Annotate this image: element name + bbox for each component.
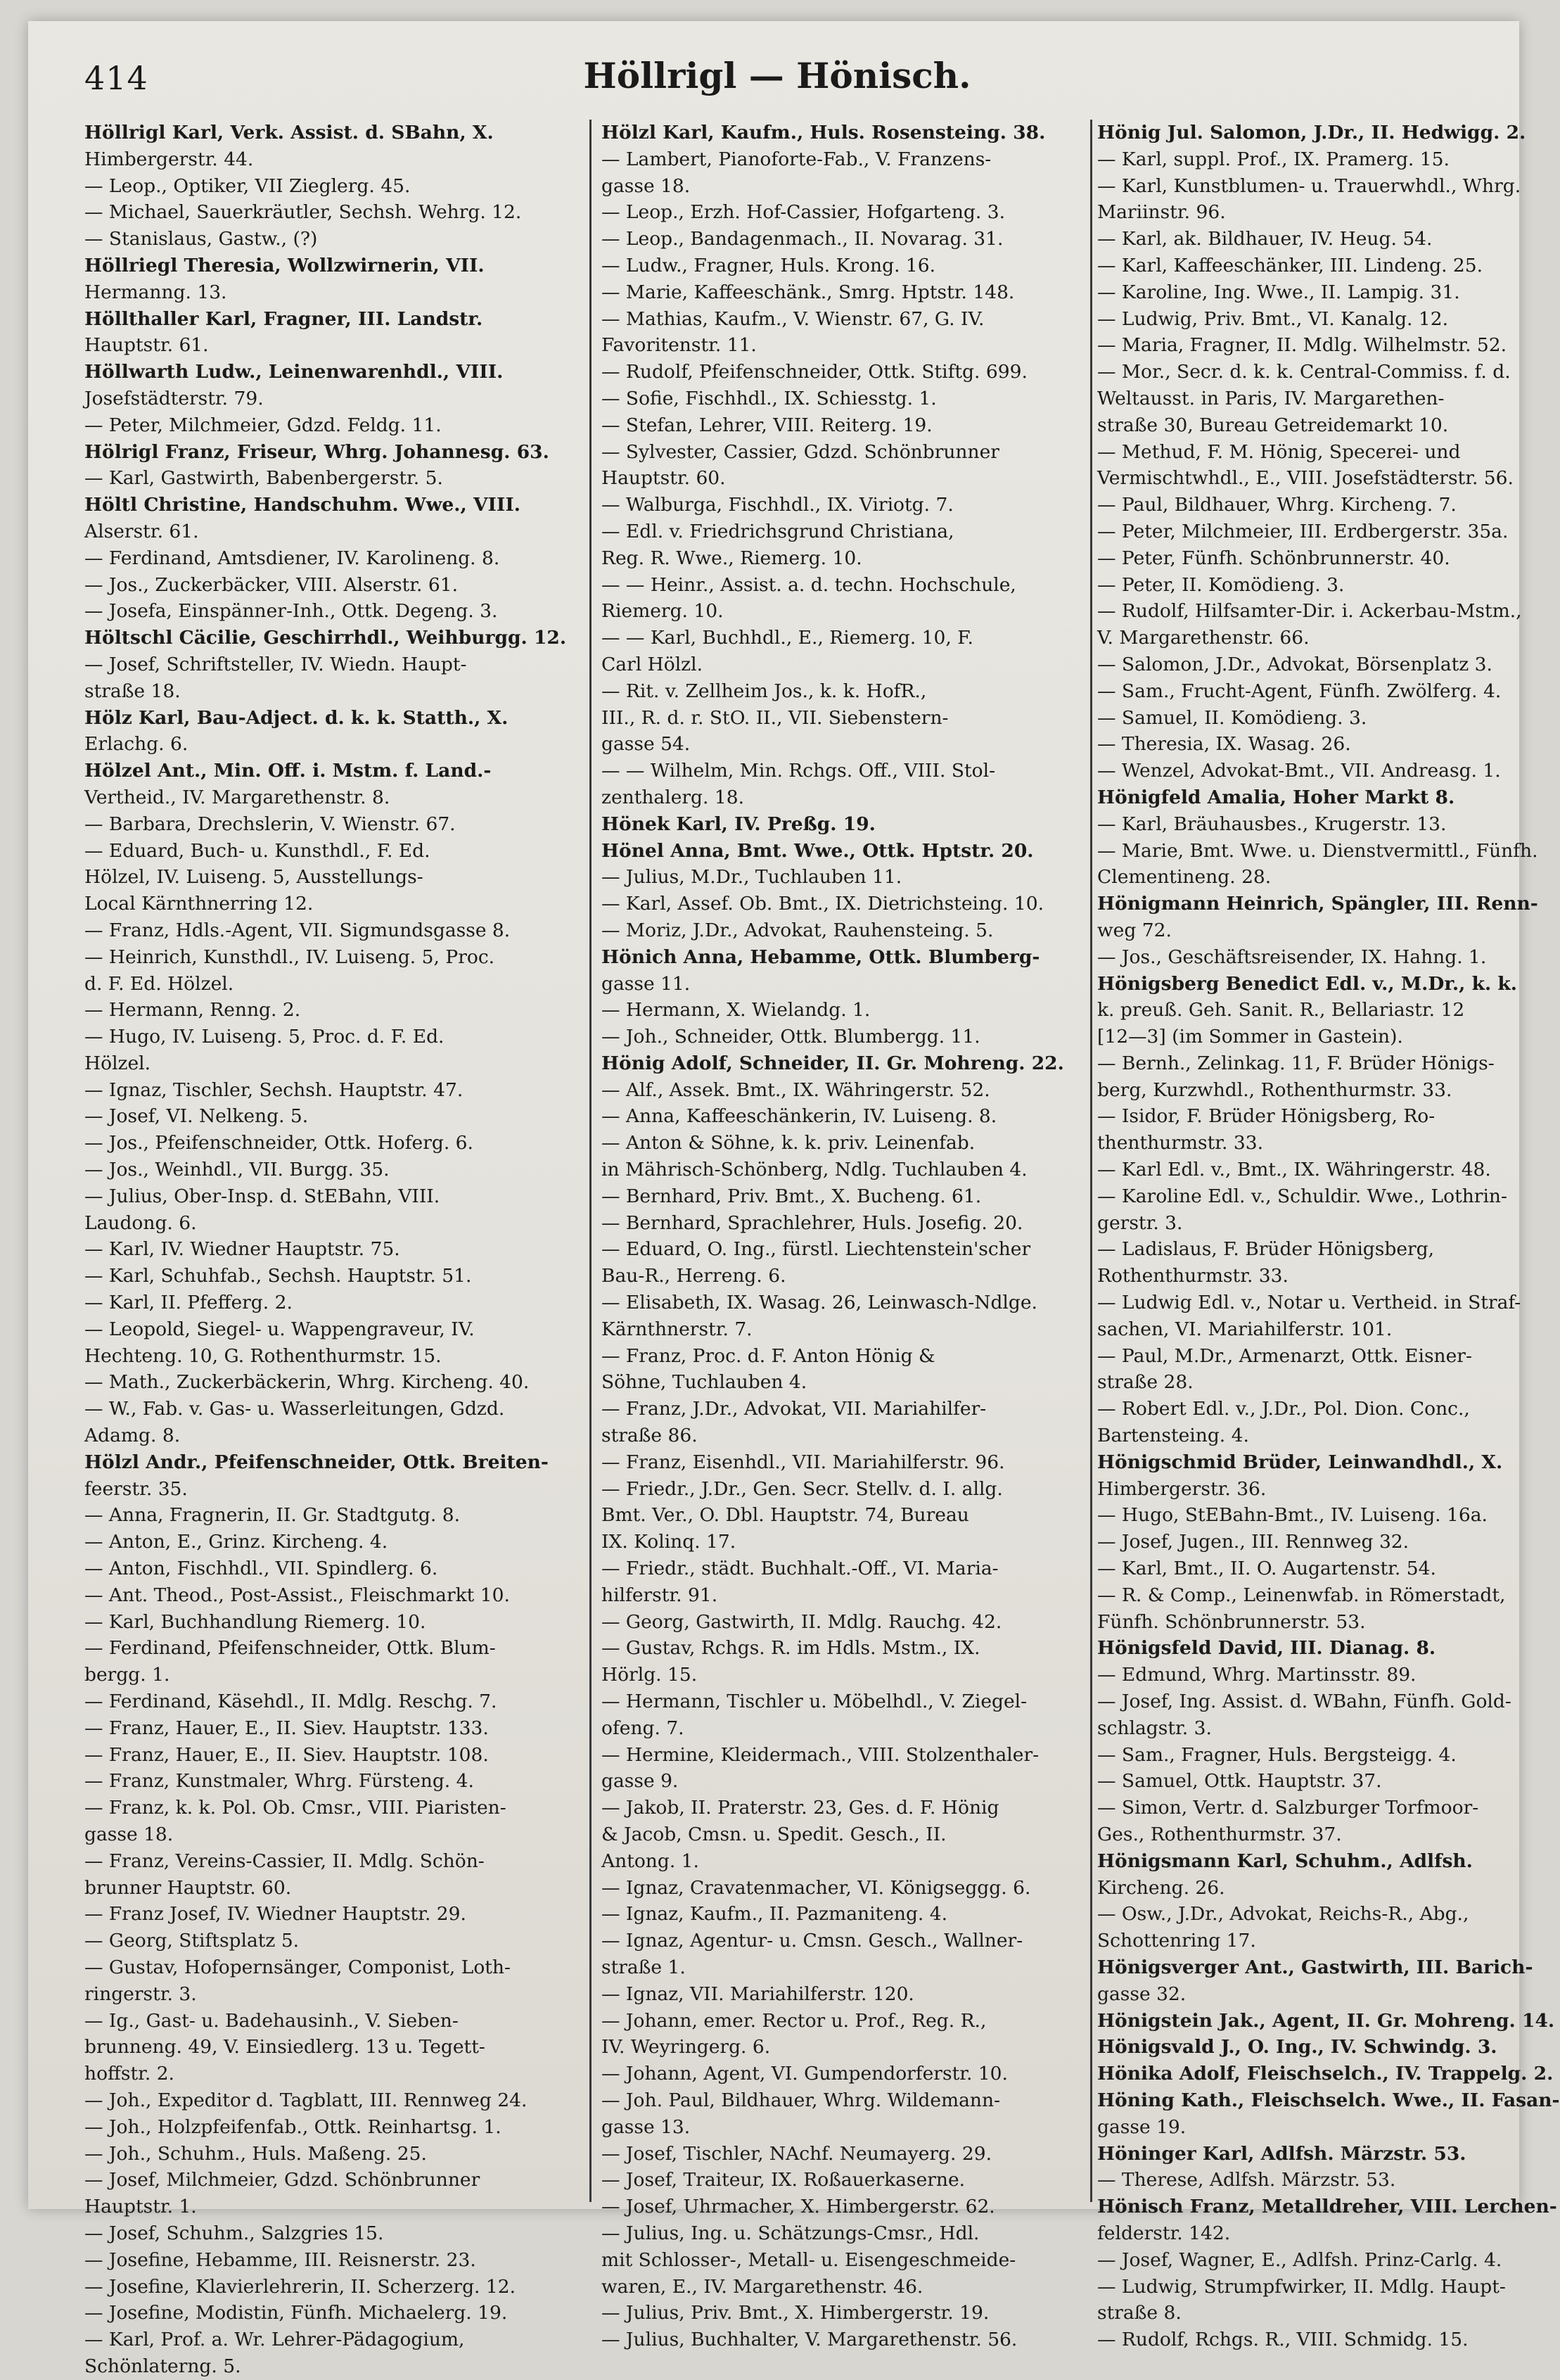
directory-page xyxy=(28,21,1560,2377)
entry-line: — Karl, Buchhandlung Riemerg. 10. xyxy=(84,1610,426,1633)
entry-line: felderstr. 142. xyxy=(1097,2222,1231,2244)
entry-line: — Hermine, Kleidermach., VIII. Stolzenthaler- xyxy=(601,1743,1040,1766)
entry-line: — Franz, J.Dr., Advokat, VII. Mariahilfer- xyxy=(601,1398,987,1420)
entry-line: Bmt. Ver., O. Dbl. Hauptstr. 74, Bureau xyxy=(601,1504,969,1527)
entry-line: — Karoline Edl. v., Schuldir. Wwe., Lothrin- xyxy=(1097,1185,1507,1207)
entry-heading: Hölzl Karl, Kaufm., Huls. Rosensteing. 38. xyxy=(601,122,1046,144)
entry-line: — Hugo, IV. Luiseng. 5, Proc. d. F. Ed. xyxy=(84,1026,445,1048)
entry-line: Hermanng. 13. xyxy=(84,281,227,303)
entry-line: — — Wilhelm, Min. Rchgs. Off., VIII. Stol- xyxy=(601,760,996,782)
entry-line: — Josefine, Hebamme, III. Reisnerstr. 23. xyxy=(84,2248,476,2271)
entry-line: k. preuß. Geh. Sanit. R., Bellariastr. 12 xyxy=(1097,999,1465,1022)
entry-line: — Karl, Prof. a. Wr. Lehrer-Pädagogium, xyxy=(84,2329,465,2351)
entry-heading: Hönigsvald J., O. Ing., IV. Schwindg. 3. xyxy=(1097,2036,1497,2058)
entry-line: — Lambert, Pianoforte-Fab., V. Franzens- xyxy=(601,148,992,170)
entry-line: — Josefine, Klavierlehrerin, II. Scherzerg. 12. xyxy=(84,2275,516,2298)
column-1 xyxy=(84,120,587,2377)
entry-heading: Höllwarth Ludw., Leinenwarenhdl., VIII. xyxy=(84,361,504,383)
entry-line: — Ignaz, Agentur- u. Cmsn. Gesch., Wallner- xyxy=(601,1930,1023,1952)
entry-line: — Leopold, Siegel- u. Wappengraveur, IV. xyxy=(84,1318,475,1340)
entry-heading: Höllriegl Theresia, Wollzwirnerin, VII. xyxy=(84,254,485,276)
entry-line: — Peter, Fünfh. Schönbrunnerstr. 40. xyxy=(1097,547,1450,569)
entry-heading: Hönek Karl, IV. Preßg. 19. xyxy=(601,813,876,835)
entry-line: — Joh., Expeditor d. Tagblatt, III. Rennweg 24. xyxy=(84,2089,528,2111)
entry-heading: Hölrigl Franz, Friseur, Whrg. Johannesg. 63. xyxy=(84,440,549,463)
entry-line: — Ig., Gast- u. Badehausinh., V. Sieben- xyxy=(84,2009,459,2032)
entry-line: — Rudolf, Pfeifenschneider, Ottk. Stiftg. 699. xyxy=(601,361,1028,383)
entry-line: IV. Weyringerg. 6. xyxy=(601,2036,771,2058)
entry-line: Clementineng. 28. xyxy=(1097,866,1272,889)
entry-line: — Eduard, Buch- u. Kunsthdl., F. Ed. xyxy=(84,839,430,862)
entry-line: — Jos., Zuckerbäcker, VIII. Alserstr. 61. xyxy=(84,573,458,596)
entry-line: — Ignaz, VII. Mariahilferstr. 120. xyxy=(601,1983,914,2005)
entry-line: Schönlaterng. 5. xyxy=(84,2355,241,2377)
entry-line: — Josef, Traiteur, IX. Roßauerkaserne. xyxy=(601,2169,966,2191)
entry-line: Laudong. 6. xyxy=(84,1211,197,1234)
entry-line: — Gustav, Hofopernsänger, Componist, Loth- xyxy=(84,1956,511,1978)
entry-line: — Peter, Milchmeier, Gdzd. Feldg. 11. xyxy=(84,414,442,436)
entry-line: gasse 32. xyxy=(1097,1983,1187,2005)
entry-line: — Edmund, Whrg. Martinsstr. 89. xyxy=(1097,1664,1417,1686)
column-rule xyxy=(1090,120,1092,2202)
entry-line: IX. Kolinq. 17. xyxy=(601,1531,736,1553)
entry-line: — Isidor, F. Brüder Hönigsberg, Ro- xyxy=(1097,1105,1436,1128)
entry-line: — Eduard, O. Ing., fürstl. Liechtenstein'scher xyxy=(601,1238,1031,1261)
entry-line: — Franz, Eisenhdl., VII. Mariahilferstr. 96. xyxy=(601,1451,1005,1473)
entry-line: bergg. 1. xyxy=(84,1664,170,1686)
entry-line: Antong. 1. xyxy=(601,1850,699,1872)
entry-line: — Hermann, Renng. 2. xyxy=(84,999,301,1022)
entry-line: — Mathias, Kaufm., V. Wienstr. 67, G. IV. xyxy=(601,307,985,330)
entry-heading: Hönigstein Jak., Agent, II. Gr. Mohreng. 14. xyxy=(1097,2009,1555,2032)
entry-line: Bartensteing. 4. xyxy=(1097,1425,1249,1447)
entry-line: Local Kärnthnerring 12. xyxy=(84,893,314,915)
entry-line: — Friedr., städt. Buchhalt.-Off., VI. Maria- xyxy=(601,1558,999,1580)
entry-line: gasse 11. xyxy=(601,972,691,995)
entry-line: — Methud, F. M. Hönig, Specerei- und xyxy=(1097,440,1461,463)
entry-line: ofeng. 7. xyxy=(601,1717,684,1739)
entry-line: Alserstr. 61. xyxy=(84,520,199,542)
entry-line: — Josef, Schriftsteller, IV. Wiedn. Haupt- xyxy=(84,653,467,675)
entry-line: — Ludwig, Strumpfwirker, II. Mdlg. Haupt- xyxy=(1097,2275,1506,2298)
entry-line: III., R. d. r. StO. II., VII. Siebenstern- xyxy=(601,706,949,729)
entry-line: — W., Fab. v. Gas- u. Wasserleitungen, Gdzd. xyxy=(84,1398,505,1420)
entry-line: Hauptstr. 1. xyxy=(84,2196,197,2218)
entry-line: in Mährisch-Schönberg, Ndlg. Tuchlauben 4. xyxy=(601,1159,1028,1181)
entry-line: V. Margarethenstr. 66. xyxy=(1097,627,1310,649)
entry-line: — Julius, Priv. Bmt., X. Himbergerstr. 19. xyxy=(601,2302,990,2324)
entry-line: — Walburga, Fischhdl., IX. Viriotg. 7. xyxy=(601,494,954,516)
entry-heading: Hönich Anna, Hebamme, Ottk. Blumberg- xyxy=(601,946,1040,968)
entry-heading: Hölzl Andr., Pfeifenschneider, Ottk. Breiten- xyxy=(84,1451,549,1473)
entry-line: — Franz, Vereins-Cassier, II. Mdlg. Schön- xyxy=(84,1850,485,1872)
entry-line: — Ignaz, Tischler, Sechsh. Hauptstr. 47. xyxy=(84,1078,463,1101)
entry-heading: Hönigschmid Brüder, Leinwandhdl., X. xyxy=(1097,1451,1503,1473)
entry-line: — — Heinr., Assist. a. d. techn. Hochschule, xyxy=(601,573,1016,596)
entry-line: — Leop., Optiker, VII Zieglerg. 45. xyxy=(84,174,411,197)
entry-line: Söhne, Tuchlauben 4. xyxy=(601,1371,807,1394)
entry-line: — Julius, Ober-Insp. d. StEBahn, VIII. xyxy=(84,1185,440,1207)
entry-line: — Marie, Kaffeeschänk., Smrg. Hptstr. 148. xyxy=(601,281,1015,303)
entry-line: — Elisabeth, IX. Wasag. 26, Leinwasch-Ndlge. xyxy=(601,1292,1037,1314)
entry-line: ringerstr. 3. xyxy=(84,1983,197,2005)
entry-line: Hölzel, IV. Luiseng. 5, Ausstellungs- xyxy=(84,866,423,889)
entry-line: gerstr. 3. xyxy=(1097,1211,1183,1234)
entry-heading: Höllthaller Karl, Fragner, III. Landstr. xyxy=(84,307,483,330)
entry-line: & Jacob, Cmsn. u. Spedit. Gesch., II. xyxy=(601,1824,947,1845)
entry-line: — Julius, Ing. u. Schätzungs-Cmsr., Hdl. xyxy=(601,2222,980,2244)
entry-heading: Hönigfeld Amalia, Hoher Markt 8. xyxy=(1097,786,1455,808)
entry-heading: Hönigsverger Ant., Gastwirth, III. Barich- xyxy=(1097,1956,1533,1978)
entry-line: — Karl, Schuhfab., Sechsh. Hauptstr. 51. xyxy=(84,1265,472,1287)
entry-line: — Anton, Fischhdl., VII. Spindlerg. 6. xyxy=(84,1558,438,1580)
entry-line: — Franz, Kunstmaler, Whrg. Fürsteng. 4. xyxy=(84,1770,474,1793)
entry-line: — Josef, Uhrmacher, X. Himbergerstr. 62. xyxy=(601,2196,995,2218)
entry-line: — Leop., Bandagenmach., II. Novarag. 31. xyxy=(601,228,1004,250)
entry-line: — Theresia, IX. Wasag. 26. xyxy=(1097,733,1351,756)
entry-line: — Samuel, II. Komödieng. 3. xyxy=(1097,706,1367,729)
entry-line: — Josefa, Einspänner-Inh., Ottk. Degeng. 3. xyxy=(84,600,498,623)
entry-line: gasse 19. xyxy=(1097,2115,1187,2138)
entry-line: — Johann, Agent, VI. Gumpendorferstr. 10. xyxy=(601,2063,1008,2085)
entry-line: — Karl, Bmt., II. O. Augartenstr. 54. xyxy=(1097,1558,1436,1580)
entry-line: — Joh., Schuhm., Huls. Maßeng. 25. xyxy=(84,2142,427,2165)
entry-line: — Ferdinand, Pfeifenschneider, Ottk. Blum- xyxy=(84,1637,496,1660)
entry-line: — Hermann, Tischler u. Möbelhdl., V. Ziegel- xyxy=(601,1691,1028,1713)
entry-line: — Samuel, Ottk. Hauptstr. 37. xyxy=(1097,1770,1382,1793)
entry-line: — Heinrich, Kunsthdl., IV. Luiseng. 5, Proc. xyxy=(84,946,495,968)
entry-line: Himbergerstr. 36. xyxy=(1097,1477,1267,1500)
entry-line: — Ignaz, Cravatenmacher, VI. Königseggg. 6. xyxy=(601,1876,1031,1899)
page-header xyxy=(84,55,1470,104)
entry-line: Bau-R., Herreng. 6. xyxy=(601,1265,786,1287)
entry-line: Hechteng. 10, G. Rothenthurmstr. 15. xyxy=(84,1344,442,1367)
entry-heading: Hönigsfeld David, III. Dianag. 8. xyxy=(1097,1637,1436,1660)
entry-heading: Hönig Jul. Salomon, J.Dr., II. Hedwigg. 2. xyxy=(1097,122,1526,144)
entry-line: hoffstr. 2. xyxy=(84,2063,174,2085)
entry-line: — Ludw., Fragner, Huls. Krong. 16. xyxy=(601,254,936,276)
entry-line: Schottenring 17. xyxy=(1097,1930,1256,1952)
entry-line: Ges., Rothenthurmstr. 37. xyxy=(1097,1824,1342,1845)
entry-line: — Sam., Fragner, Huls. Bergsteigg. 4. xyxy=(1097,1743,1457,1766)
entry-line: — Franz, Hauer, E., II. Siev. Hauptstr. 133. xyxy=(84,1717,489,1739)
entry-line: mit Schlosser-, Metall- u. Eisengeschmeide- xyxy=(601,2248,1016,2271)
entry-line: — Hermann, X. Wielandg. 1. xyxy=(601,999,871,1022)
entry-line: — Karl, II. Pfefferg. 2. xyxy=(84,1292,293,1314)
entry-line: — Karl, Bräuhausbes., Krugerstr. 13. xyxy=(1097,813,1447,835)
entry-line: straße 8. xyxy=(1097,2302,1182,2324)
entry-line: straße 86. xyxy=(601,1425,698,1447)
entry-line: Mariinstr. 96. xyxy=(1097,201,1226,224)
entry-line: — Rit. v. Zellheim Jos., k. k. HofR., xyxy=(601,680,927,702)
entry-line: Kärnthnerstr. 7. xyxy=(601,1318,753,1340)
entry-line: — Franz, Proc. d. F. Anton Hönig & xyxy=(601,1344,935,1367)
entry-line: straße 28. xyxy=(1097,1371,1194,1394)
entry-line: Vertheid., IV. Margarethenstr. 8. xyxy=(84,786,390,808)
entry-line: — Peter, Milchmeier, III. Erdbergerstr. 35a. xyxy=(1097,520,1509,542)
entry-line: — — Karl, Buchhdl., E., Riemerg. 10, F. xyxy=(601,627,973,649)
entry-line: — Rudolf, Hilfsamter-Dir. i. Ackerbau-Mstm., xyxy=(1097,600,1522,623)
entry-line: — Jos., Geschäftsreisender, IX. Hahng. 1. xyxy=(1097,946,1487,968)
entry-line: Kircheng. 26. xyxy=(1097,1876,1225,1899)
entry-line: — Ludwig, Priv. Bmt., VI. Kanalg. 12. xyxy=(1097,307,1449,330)
entry-line: brunner Hauptstr. 60. xyxy=(84,1876,292,1899)
entry-line: Hölzel. xyxy=(84,1052,151,1074)
entry-line: Carl Hölzl. xyxy=(601,653,703,675)
entry-line: — Karl Edl. v., Bmt., IX. Währingerstr. 48. xyxy=(1097,1159,1491,1181)
entry-line: — Josef, Wagner, E., Adlfsh. Prinz-Carlg. 4. xyxy=(1097,2248,1502,2271)
entry-line: — Leop., Erzh. Hof-Cassier, Hofgarteng. 3. xyxy=(601,201,1005,224)
entry-line: — Peter, II. Komödieng. 3. xyxy=(1097,573,1345,596)
entry-line: — Ladislaus, F. Brüder Hönigsberg, xyxy=(1097,1238,1435,1261)
entry-line: — Karl, suppl. Prof., IX. Pramerg. 15. xyxy=(1097,148,1450,170)
entry-heading: Hönigsberg Benedict Edl. v., M.Dr., k. k. xyxy=(1097,972,1517,995)
entry-line: schlagstr. 3. xyxy=(1097,1717,1212,1739)
entry-line: straße 30, Bureau Getreidemarkt 10. xyxy=(1097,414,1449,436)
entry-heading: Höltschl Cäcilie, Geschirrhdl., Weihburgg. 12. xyxy=(84,627,567,649)
column-3 xyxy=(1097,120,1560,2351)
entry-line: — Osw., J.Dr., Advokat, Reichs-R., Abg., xyxy=(1097,1903,1469,1926)
entry-line: — Julius, M.Dr., Tuchlauben 11. xyxy=(601,866,902,889)
entry-line: Vermischtwhdl., E., VIII. Josefstädterstr. 56. xyxy=(1097,467,1514,490)
entry-line: — Marie, Bmt. Wwe. u. Dienstvermittl., Fünfh. xyxy=(1097,839,1538,862)
entry-line: brunneng. 49, V. Einsiedlerg. 13 u. Tegett- xyxy=(84,2036,485,2058)
entry-line: — Karl, IV. Wiedner Hauptstr. 75. xyxy=(84,1238,400,1261)
entry-heading: Hölzel Ant., Min. Off. i. Mstm. f. Land.- xyxy=(84,760,492,782)
entry-line: — Gustav, Rchgs. R. im Hdls. Mstm., IX. xyxy=(601,1637,980,1660)
entry-line: — Josefine, Modistin, Fünfh. Michaelerg. 19. xyxy=(84,2302,508,2324)
entry-line: — Franz, k. k. Pol. Ob. Cmsr., VIII. Piaristen- xyxy=(84,1797,506,1819)
entry-line: Hauptstr. 61. xyxy=(84,334,209,357)
entry-line: — Bernhard, Sprachlehrer, Huls. Josefig. 20. xyxy=(601,1211,1023,1234)
entry-line: — Franz, Hdls.-Agent, VII. Sigmundsgasse 8. xyxy=(84,919,511,941)
entry-line: — Sam., Frucht-Agent, Fünfh. Zwölferg. 4. xyxy=(1097,680,1502,702)
entry-line: Fünfh. Schönbrunnerstr. 53. xyxy=(1097,1610,1366,1633)
column-2 xyxy=(601,120,1087,2351)
entry-line: — Karl, Kunstblumen- u. Trauerwhdl., Whrg. xyxy=(1097,174,1521,197)
entry-line: — Sofie, Fischhdl., IX. Schiesstg. 1. xyxy=(601,387,937,409)
entry-line: — Friedr., J.Dr., Gen. Secr. Stellv. d. I. allg. xyxy=(601,1477,1003,1500)
entry-line: — Hugo, StEBahn-Bmt., IV. Luiseng. 16a. xyxy=(1097,1504,1488,1527)
entry-line: gasse 13. xyxy=(601,2115,691,2138)
entry-line: — Jakob, II. Praterstr. 23, Ges. d. F. Hönig xyxy=(601,1797,999,1819)
entry-heading: Hölz Karl, Bau-Adject. d. k. k. Statth., X. xyxy=(84,706,509,729)
entry-heading: Hönika Adolf, Fleischselch., IV. Trappelg. 2. xyxy=(1097,2063,1554,2085)
entry-heading: Höninger Karl, Adlfsh. Märzstr. 53. xyxy=(1097,2142,1466,2165)
entry-line: straße 18. xyxy=(84,680,181,702)
page-number: 414 xyxy=(84,59,148,97)
entry-line: Weltausst. in Paris, IV. Margarethen- xyxy=(1097,387,1445,409)
entry-line: — Josef, VI. Nelkeng. 5. xyxy=(84,1105,309,1128)
entry-line: — Paul, Bildhauer, Whrg. Kircheng. 7. xyxy=(1097,494,1457,516)
entry-line: sachen, VI. Mariahilferstr. 101. xyxy=(1097,1318,1393,1340)
entry-line: — Karl, Kaffeeschänker, III. Lindeng. 25. xyxy=(1097,254,1483,276)
entry-line: — Julius, Buchhalter, V. Margarethenstr. 56. xyxy=(601,2329,1018,2351)
entry-line: Adamg. 8. xyxy=(84,1425,181,1447)
entry-line: — Jos., Pfeifenschneider, Ottk. Hoferg. 6. xyxy=(84,1132,473,1154)
entry-line: — Ferdinand, Käsehdl., II. Mdlg. Reschg. 7. xyxy=(84,1691,497,1713)
entry-line: — Mor., Secr. d. k. k. Central-Commiss. f. d. xyxy=(1097,361,1511,383)
entry-line: — Ant. Theod., Post-Assist., Fleischmarkt 10. xyxy=(84,1584,510,1606)
entry-line: [12—3] (im Sommer in Gastein). xyxy=(1097,1026,1403,1048)
entry-line: — Josef, Schuhm., Salzgries 15. xyxy=(84,2222,384,2244)
entry-line: — Stefan, Lehrer, VIII. Reiterg. 19. xyxy=(601,414,933,436)
entry-line: straße 1. xyxy=(601,1956,686,1978)
entry-line: — Anna, Fragnerin, II. Gr. Stadtgutg. 8. xyxy=(84,1504,461,1527)
entry-line: — Anton & Söhne, k. k. priv. Leinenfab. xyxy=(601,1132,976,1154)
entry-line: weg 72. xyxy=(1097,919,1172,941)
entry-heading: Hönig Adolf, Schneider, II. Gr. Mohreng. 22. xyxy=(601,1052,1064,1074)
entry-line: thenthurmstr. 33. xyxy=(1097,1132,1264,1154)
entry-line: Favoritenstr. 11. xyxy=(601,334,757,357)
entry-line: — Georg, Stiftsplatz 5. xyxy=(84,1930,300,1952)
entry-line: — Joh., Schneider, Ottk. Blumbergg. 11. xyxy=(601,1026,980,1048)
entry-heading: Höltl Christine, Handschuhm. Wwe., VIII. xyxy=(84,494,520,516)
entry-line: — Franz Josef, IV. Wiedner Hauptstr. 29. xyxy=(84,1903,466,1926)
entry-line: — Josef, Ing. Assist. d. WBahn, Fünfh. Gold- xyxy=(1097,1691,1511,1713)
entry-line: — Franz, Hauer, E., II. Siev. Hauptstr. 108. xyxy=(84,1743,489,1766)
entry-heading: Höllrigl Karl, Verk. Assist. d. SBahn, X. xyxy=(84,122,494,144)
entry-line: — Moriz, J.Dr., Advokat, Rauhensteing. 5. xyxy=(601,919,994,941)
entry-line: — Sylvester, Cassier, Gdzd. Schönbrunner xyxy=(601,440,999,463)
entry-line: berg, Kurzwhdl., Rothenthurmstr. 33. xyxy=(1097,1078,1452,1101)
entry-line: — Josef, Tischler, NAchf. Neumayerg. 29. xyxy=(601,2142,992,2165)
entry-line: Himbergerstr. 44. xyxy=(84,148,254,170)
entry-line: — Ignaz, Kaufm., II. Pazmaniteng. 4. xyxy=(601,1903,948,1926)
entry-line: Riemerg. 10. xyxy=(601,600,724,623)
entry-line: gasse 54. xyxy=(601,733,691,756)
entry-line: — Anton, E., Grinz. Kircheng. 4. xyxy=(84,1531,388,1553)
entry-line: feerstr. 35. xyxy=(84,1477,188,1500)
entry-line: — Joh. Paul, Bildhauer, Whrg. Wildemann- xyxy=(601,2089,1001,2111)
entry-line: — Anna, Kaffeeschänkerin, IV. Luiseng. 8. xyxy=(601,1105,997,1128)
entry-line: — Karl, Assef. Ob. Bmt., IX. Dietrichsteing. 10. xyxy=(601,893,1044,915)
entry-line: — Salomon, J.Dr., Advokat, Börsenplatz 3. xyxy=(1097,653,1492,675)
entry-heading: Hönisch Franz, Metalldreher, VIII. Lerchen- xyxy=(1097,2196,1557,2218)
entry-line: — Edl. v. Friedrichsgrund Christiana, xyxy=(601,520,954,542)
running-title: Höllrigl — Hönisch. xyxy=(583,55,971,96)
directory-columns xyxy=(84,120,1560,2377)
entry-line: — Karl, Gastwirth, Babenbergerstr. 5. xyxy=(84,467,443,490)
entry-line: — Josef, Jugen., III. Rennweg 32. xyxy=(1097,1531,1409,1553)
entry-line: — R. & Comp., Leinenwfab. in Römerstadt, xyxy=(1097,1584,1506,1606)
entry-line: — Ludwig Edl. v., Notar u. Vertheid. in Straf- xyxy=(1097,1292,1521,1314)
entry-heading: Hönigsmann Karl, Schuhm., Adlfsh. xyxy=(1097,1850,1473,1872)
entry-line: gasse 9. xyxy=(601,1770,679,1793)
entry-line: — Michael, Sauerkräutler, Sechsh. Wehrg. 12. xyxy=(84,201,522,224)
entry-line: — Simon, Vertr. d. Salzburger Torfmoor- xyxy=(1097,1797,1479,1819)
entry-line: — Karoline, Ing. Wwe., II. Lampig. 31. xyxy=(1097,281,1460,303)
entry-line: — Therese, Adlfsh. Märzstr. 53. xyxy=(1097,2169,1396,2191)
entry-line: Hauptstr. 60. xyxy=(601,467,726,490)
entry-line: — Johann, emer. Rector u. Prof., Reg. R., xyxy=(601,2009,987,2032)
entry-line: — Bernhard, Priv. Bmt., X. Bucheng. 61. xyxy=(601,1185,982,1207)
entry-line: d. F. Ed. Hölzel. xyxy=(84,972,234,995)
entry-heading: Hönigmann Heinrich, Spängler, III. Renn- xyxy=(1097,893,1538,915)
entry-line: Erlachg. 6. xyxy=(84,733,188,756)
entry-line: Hörlg. 15. xyxy=(601,1664,698,1686)
entry-line: — Robert Edl. v., J.Dr., Pol. Dion. Conc., xyxy=(1097,1398,1470,1420)
entry-line: — Wenzel, Advokat-Bmt., VII. Andreasg. 1. xyxy=(1097,760,1501,782)
entry-line: — Maria, Fragner, II. Mdlg. Wilhelmstr. 52. xyxy=(1097,334,1507,357)
entry-line: waren, E., IV. Margarethenstr. 46. xyxy=(601,2275,923,2298)
column-rule xyxy=(589,120,592,2202)
entry-line: — Jos., Weinhdl., VII. Burgg. 35. xyxy=(84,1159,390,1181)
entry-heading: Hönel Anna, Bmt. Wwe., Ottk. Hptstr. 20. xyxy=(601,839,1034,862)
entry-heading: Höning Kath., Fleischselch. Wwe., II. Fasan- xyxy=(1097,2089,1560,2111)
entry-line: — Paul, M.Dr., Armenarzt, Ottk. Eisner- xyxy=(1097,1344,1472,1367)
entry-line: Rothenthurmstr. 33. xyxy=(1097,1265,1289,1287)
entry-line: — Joh., Holzpfeifenfab., Ottk. Reinhartsg. 1. xyxy=(84,2115,501,2138)
entry-line: — Karl, ak. Bildhauer, IV. Heug. 54. xyxy=(1097,228,1433,250)
entry-line: — Bernh., Zelinkag. 11, F. Brüder Hönigs- xyxy=(1097,1052,1495,1074)
entry-line: Reg. R. Wwe., Riemerg. 10. xyxy=(601,547,862,569)
entry-line: gasse 18. xyxy=(84,1824,174,1845)
entry-line: — Ferdinand, Amtsdiener, IV. Karolineng. 8. xyxy=(84,547,500,569)
entry-line: — Georg, Gastwirth, II. Mdlg. Rauchg. 42. xyxy=(601,1610,1002,1633)
entry-line: — Rudolf, Rchgs. R., VIII. Schmidg. 15. xyxy=(1097,2329,1469,2351)
entry-line: — Math., Zuckerbäckerin, Whrg. Kircheng. 40. xyxy=(84,1371,530,1394)
entry-line: — Barbara, Drechslerin, V. Wienstr. 67. xyxy=(84,813,456,835)
entry-line: Josefstädterstr. 79. xyxy=(84,387,264,409)
entry-line: hilferstr. 91. xyxy=(601,1584,718,1606)
entry-line: — Josef, Milchmeier, Gdzd. Schönbrunner xyxy=(84,2169,480,2191)
entry-line: zenthalerg. 18. xyxy=(601,786,745,808)
entry-line: — Alf., Assek. Bmt., IX. Währingerstr. 52. xyxy=(601,1078,990,1101)
entry-line: — Stanislaus, Gastw., (?) xyxy=(84,228,318,250)
entry-line: gasse 18. xyxy=(601,174,691,197)
